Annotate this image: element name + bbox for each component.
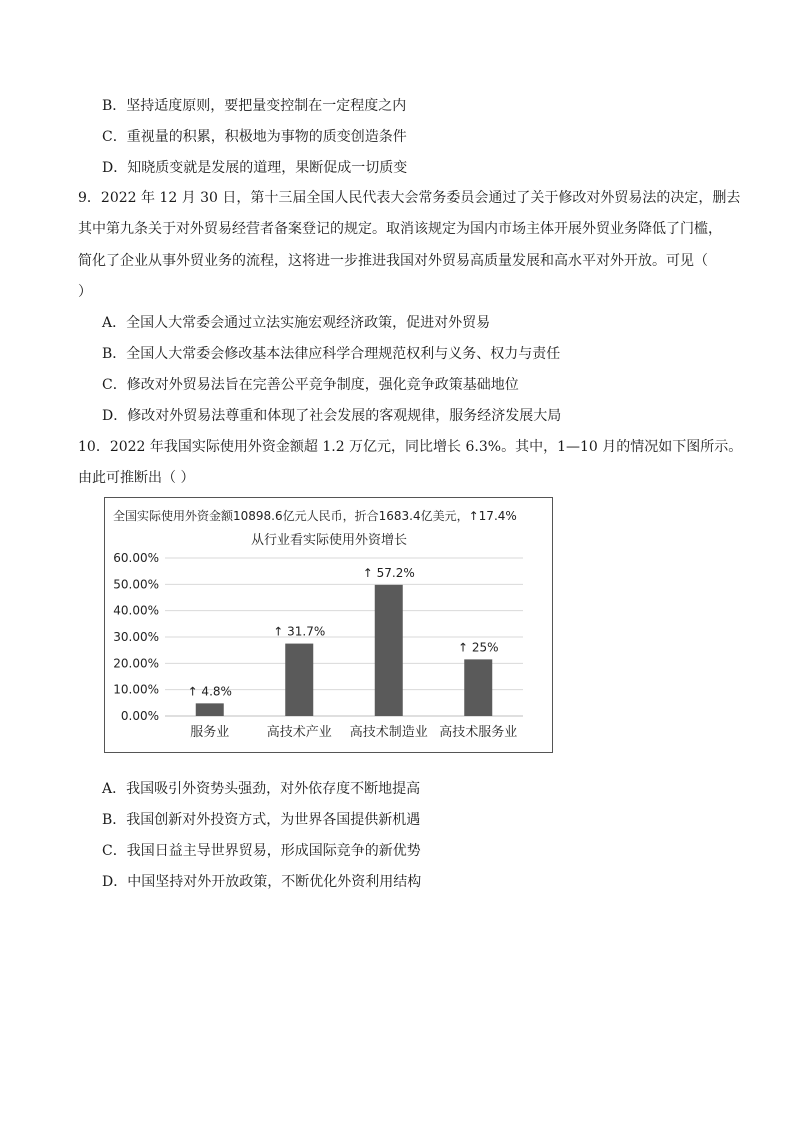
bar bbox=[375, 585, 403, 716]
bar-chart bbox=[104, 497, 553, 753]
y-tick-label: 20.00% bbox=[113, 656, 159, 671]
bar bbox=[285, 644, 313, 716]
q9-stem-line-1: 9．2022 年 12 月 30 日，第十三届全国人民代表大会常务委员会通过了关于修改对外贸易法的决定，删去 bbox=[78, 190, 741, 206]
q9-option-a: A．全国人大常委会通过立法实施宏观经济政策，促进对外贸易 bbox=[102, 315, 491, 331]
category-label: 高技术服务业 bbox=[439, 725, 518, 740]
q8-option-b: B．坚持适度原则，要把量变控制在一定程度之内 bbox=[102, 98, 407, 114]
q9-stem-line-4: ） bbox=[78, 284, 92, 300]
q9-stem-line-2: 其中第九条关于对外贸易经营者备案登记的规定。取消该规定为国内市场主体开展外贸业务降低了门槛， bbox=[78, 221, 722, 237]
q10-option-a: A．我国吸引外资势头强劲，对外依存度不断地提高 bbox=[102, 781, 421, 797]
data-label: ↑ 57.2% bbox=[362, 565, 415, 580]
q8-option-d: D．知晓质变就是发展的道理，果断促成一切质变 bbox=[102, 160, 408, 176]
y-tick-label: 0.00% bbox=[120, 709, 159, 723]
bar bbox=[196, 703, 224, 716]
q10-stem-line-2: 由此可推断出（ ） bbox=[78, 470, 195, 486]
q9-option-d: D．修改对外贸易法尊重和体现了社会发展的客观规律，服务经济发展大局 bbox=[102, 408, 562, 424]
q9-stem-line-3: 简化了企业从事外贸业务的流程，这将进一步推进我国对外贸易高质量发展和高水平对外开放。可见（ bbox=[78, 253, 708, 269]
y-tick-label: 30.00% bbox=[113, 630, 159, 644]
data-label: ↑ 25% bbox=[457, 640, 499, 655]
y-tick-label: 10.00% bbox=[113, 682, 159, 697]
data-label: ↑ 4.8% bbox=[187, 684, 232, 699]
category-label: 高技术制造业 bbox=[349, 725, 428, 740]
y-tick-label: 50.00% bbox=[113, 577, 159, 592]
q10-option-b: B．我国创新对外投资方式，为世界各国提供新机遇 bbox=[102, 812, 421, 828]
q10-stem-line-1: 10．2022 年我国实际使用外资金额超 1.2 万亿元，同比增长 6.3%。其中，1—10 月的情况如下图所示。 bbox=[78, 439, 743, 455]
y-tick-label: 60.00% bbox=[113, 551, 159, 565]
q9-option-b: B．全国人大常委会修改基本法律应科学合理规范权利与义务、权力与责任 bbox=[102, 346, 561, 362]
q10-option-d: D．中国坚持对外开放政策，不断优化外资利用结构 bbox=[102, 874, 422, 890]
data-label: ↑ 31.7% bbox=[273, 624, 326, 639]
category-label: 服务业 bbox=[190, 725, 230, 740]
y-tick-label: 40.00% bbox=[113, 603, 159, 618]
bar-chart-svg bbox=[105, 498, 552, 752]
bar bbox=[464, 659, 492, 716]
category-label: 高技术产业 bbox=[266, 725, 332, 740]
q9-option-c: C．修改对外贸易法旨在完善公平竞争制度，强化竞争政策基础地位 bbox=[102, 377, 519, 393]
q8-option-c: C．重视量的积累，积极地为事物的质变创造条件 bbox=[102, 129, 407, 145]
q10-option-c: C．我国日益主导世界贸易，形成国际竞争的新优势 bbox=[102, 843, 421, 859]
chart-subtitle: 从行业看实际使用外资增长 bbox=[250, 533, 408, 548]
chart-title: 全国实际使用外资金额10898.6亿元人民币，折合1683.4亿美元，↑17.4% bbox=[113, 509, 517, 523]
